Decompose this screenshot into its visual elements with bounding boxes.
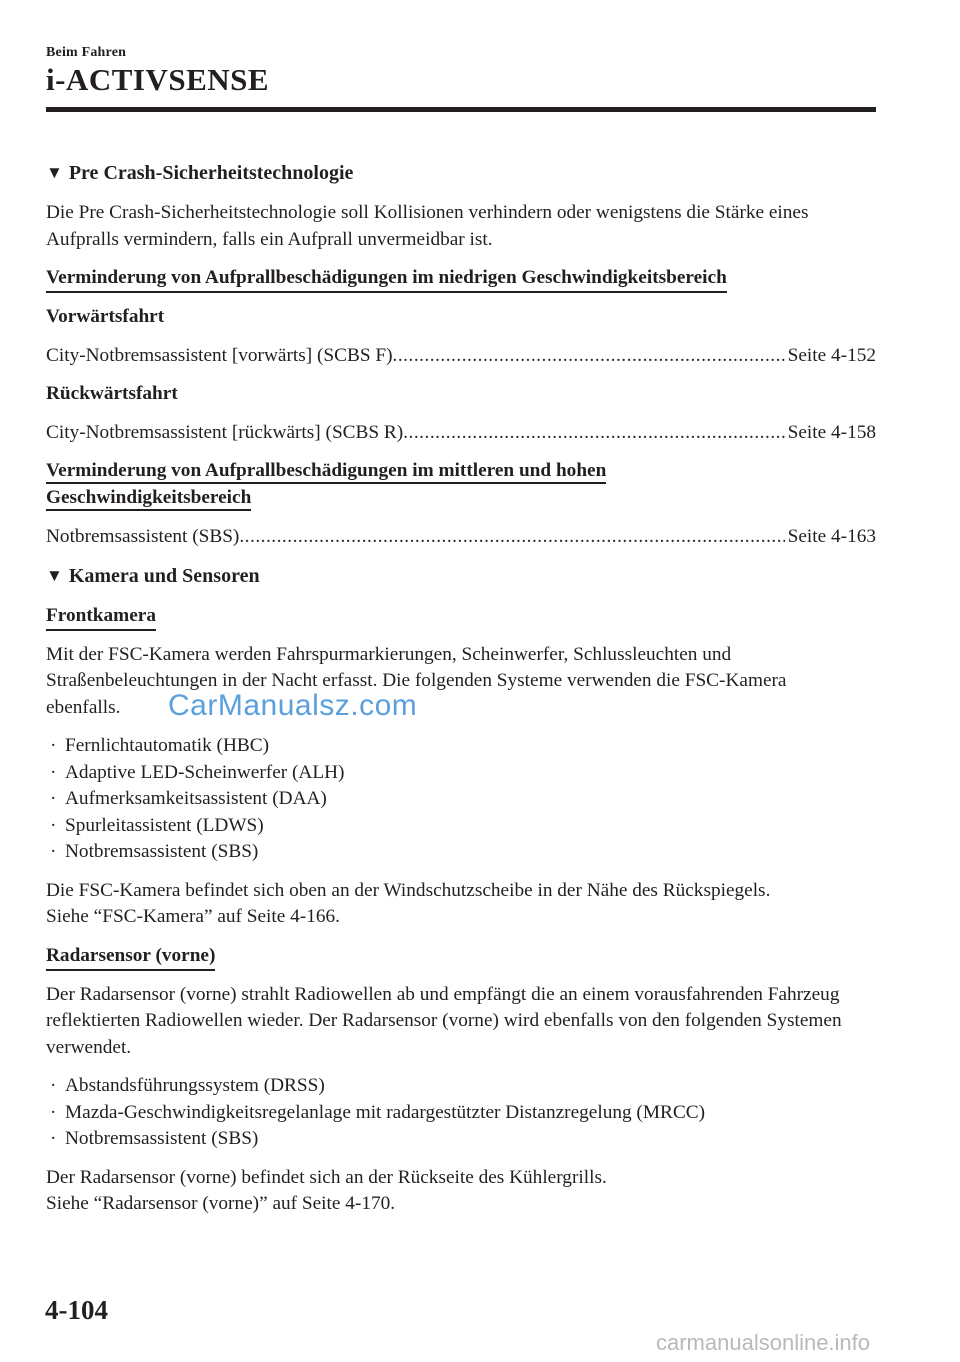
list-item: · Abstandsführungssystem (DRSS): [46, 1073, 876, 1100]
watermark-bottom: carmanualsonline.info: [656, 1330, 871, 1355]
bullet-icon: ·: [50, 1128, 57, 1149]
list-item: · Fernlichtautomatik (HBC): [46, 733, 876, 760]
reverse-reference: [46, 420, 876, 447]
camera-heading-text: Kamera und Sensoren: [68, 564, 260, 587]
pre-crash-heading: [46, 160, 876, 187]
camera-heading: [46, 563, 876, 590]
radar-intro: Der Radarsensor (vorne) strahlt Radiowellen ab und empfängt die an einem vorausfahrenden Fahrzeug reflektierten Radiowellen wieder. Der Radarsensor (vorne) wird ebenfalls von den folgenden Systemen verwendet.: [46, 983, 842, 1058]
radar-heading: Radarsensor (vorne): [46, 944, 215, 971]
mid-high-heading: [46, 458, 876, 511]
bullet-icon: ·: [50, 1101, 57, 1123]
radar-see-link[interactable]: Siehe “Radarsensor (vorne)” auf Seite 4-170.: [46, 1193, 396, 1214]
forward-item: City-Notbremsassistent [vorwärts] (SCBS F): [46, 344, 393, 366]
triangle-marker-icon: ▼: [46, 163, 63, 182]
leader-dots: [239, 524, 784, 551]
mid-high-heading-line1: Verminderung von Aufprallbeschädigungen im mittleren und hohen: [46, 460, 606, 484]
bullet-icon: ·: [50, 788, 57, 809]
front-camera-location: [46, 878, 786, 931]
bullet-icon: ·: [50, 841, 57, 862]
radar-location: [46, 1165, 876, 1218]
reverse-page-link[interactable]: Seite 4-158: [787, 421, 876, 443]
list-item: · Spurleitassistent (LDWS): [46, 813, 876, 840]
front-camera-heading: Frontkamera: [46, 604, 156, 631]
forward-reference: [46, 343, 876, 370]
radar-list: [46, 1073, 876, 1153]
front-camera-list: [46, 733, 876, 866]
list-item: · Notbremsassistent (SBS): [46, 1126, 876, 1153]
header-rule: [46, 107, 876, 112]
bullet-icon: ·: [50, 761, 57, 783]
front-camera-location-text: Die FSC-Kamera befindet sich oben an der Windschutzscheibe in der Nähe des Rückspiegels.: [46, 879, 771, 901]
list-item: · Aufmerksamkeitsassistent (DAA): [46, 786, 876, 813]
leader-dots: [403, 420, 784, 447]
sbs-reference: [46, 524, 876, 551]
forward-page-link[interactable]: Seite 4-152: [787, 344, 876, 366]
bullet-icon: ·: [50, 1075, 57, 1096]
chapter-title: Beim Fahren: [46, 45, 127, 60]
sbs-page-link[interactable]: Seite 4-163: [787, 526, 876, 547]
pre-crash-intro: Die Pre Crash-Sicherheitstechnologie soll Kollisionen verhindern oder wenigstens die Stärke eines Aufpralls vermindern, falls ein Aufprall unvermeidbar ist.: [46, 202, 809, 250]
page-number: 4-104: [45, 1295, 108, 1325]
front-camera-intro: Mit der FSC-Kamera werden Fahrspurmarkierungen, Scheinwerfer, Schlussleuchten und Straßenbeleuchtungen in der Nacht erfasst. Die folgenden Systeme verwenden die FSC-Kamera ebenfalls.: [46, 643, 787, 718]
sbs-item: Notbremsassistent (SBS): [46, 526, 240, 547]
pre-crash-heading-text: Pre Crash-Sicherheitstechnologie: [68, 162, 354, 184]
front-camera-see-link[interactable]: Siehe “FSC-Kamera” auf Seite 4-166.: [46, 906, 340, 927]
triangle-marker-icon: ▼: [46, 565, 63, 585]
forward-label: Vorwärtsfahrt: [46, 306, 165, 327]
mid-high-heading-line2: Geschwindigkeitsbereich: [46, 487, 251, 511]
list-item: · Notbremsassistent (SBS): [46, 839, 876, 866]
reverse-item: City-Notbremsassistent [rückwärts] (SCBS R): [46, 421, 404, 443]
section-title: i-ACTIVSENSE: [46, 62, 270, 97]
leader-dots: [393, 343, 785, 370]
list-item: · Adaptive LED-Scheinwerfer (ALH): [46, 760, 876, 787]
list-item: · Mazda-Geschwindigkeitsregelanlage mit radargestützter Distanzregelung (MRCC): [46, 1100, 876, 1127]
bullet-icon: ·: [50, 735, 57, 756]
watermark-overlay: CarManualsz.com: [168, 689, 418, 722]
radar-location-text: Der Radarsensor (vorne) befindet sich an der Rückseite des Kühlergrills.: [46, 1166, 607, 1188]
bullet-icon: ·: [50, 814, 57, 836]
reverse-label: Rückwärtsfahrt: [46, 383, 178, 404]
low-speed-heading: Verminderung von Aufprallbeschädigungen im niedrigen Geschwindigkeitsbereich: [46, 266, 727, 293]
